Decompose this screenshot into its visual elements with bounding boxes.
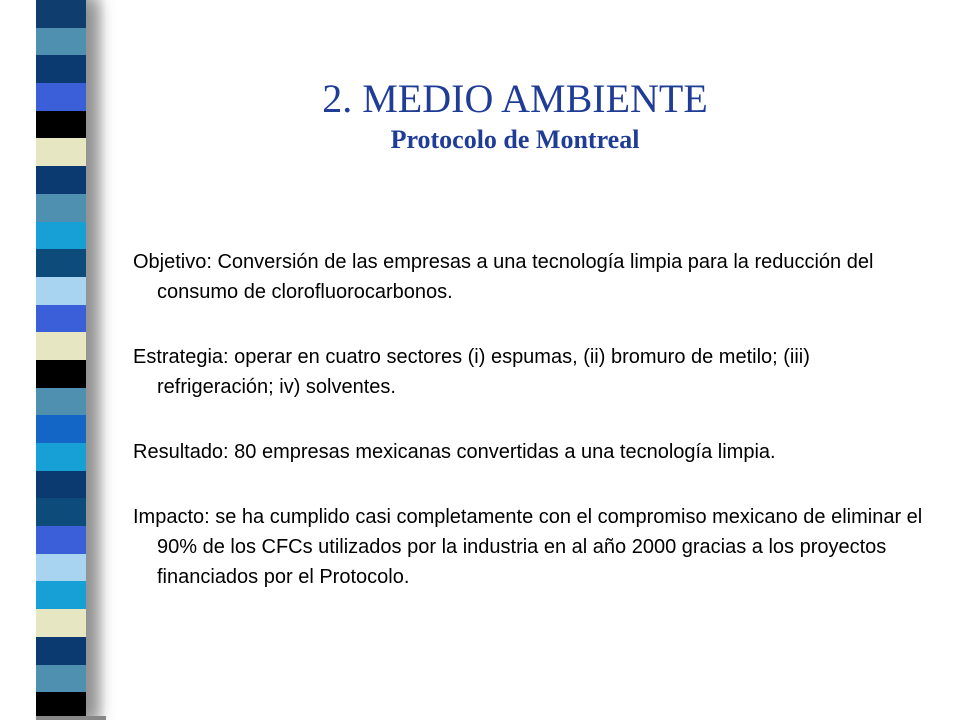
paragraph-impacto: Impacto: se ha cumplido casi completamente con el compromiso mexicano de eliminar el 90% de los CFCs utilizados por la industria en al año 2000 gracias a los proyectos financiados por el Protocolo.	[133, 506, 923, 588]
stripe-bar-foot	[36, 716, 106, 720]
stripe-band	[36, 55, 86, 83]
stripe-band	[36, 388, 86, 416]
stripe-band	[36, 471, 86, 499]
stripe-band	[36, 249, 86, 277]
stripe-band	[36, 305, 86, 333]
stripe-band	[36, 665, 86, 693]
slide-body	[133, 247, 923, 627]
stripe-band	[36, 111, 86, 139]
stripe-band	[36, 194, 86, 222]
stripe-band	[36, 166, 86, 194]
stripe-band	[36, 443, 86, 471]
stripe-band	[36, 277, 86, 305]
slide-title	[150, 76, 880, 156]
stripe-band	[36, 526, 86, 554]
paragraph-estrategia: Estrategia: operar en cuatro sectores (i) espumas, (ii) bromuro de metilo; (iii) refrigeración; iv) solventes.	[133, 346, 810, 398]
stripe-band	[36, 637, 86, 665]
slide-title-subtitle: Protocolo de Montreal	[390, 125, 640, 154]
stripe-band	[36, 609, 86, 637]
paragraph-resultado: Resultado: 80 empresas mexicanas convertidas a una tecnología limpia.	[133, 441, 776, 463]
stripe-band	[36, 222, 86, 250]
stripe-band	[36, 332, 86, 360]
paragraph-objetivo: Objetivo: Conversión de las empresas a una tecnología limpia para la reducción del consumo de clorofluorocarbonos.	[133, 251, 874, 303]
stripe-band	[36, 554, 86, 582]
stripe-band	[36, 0, 86, 28]
stripe-band	[36, 138, 86, 166]
slide-title-main: 2. MEDIO AMBIENTE	[322, 76, 708, 121]
stripe-band	[36, 498, 86, 526]
stripe-bar-shadow	[86, 0, 106, 720]
stripe-band	[36, 83, 86, 111]
stripe-band	[36, 360, 86, 388]
stripe-band	[36, 415, 86, 443]
decorative-stripe-bar	[36, 0, 86, 720]
stripe-band	[36, 581, 86, 609]
stripe-band	[36, 28, 86, 56]
